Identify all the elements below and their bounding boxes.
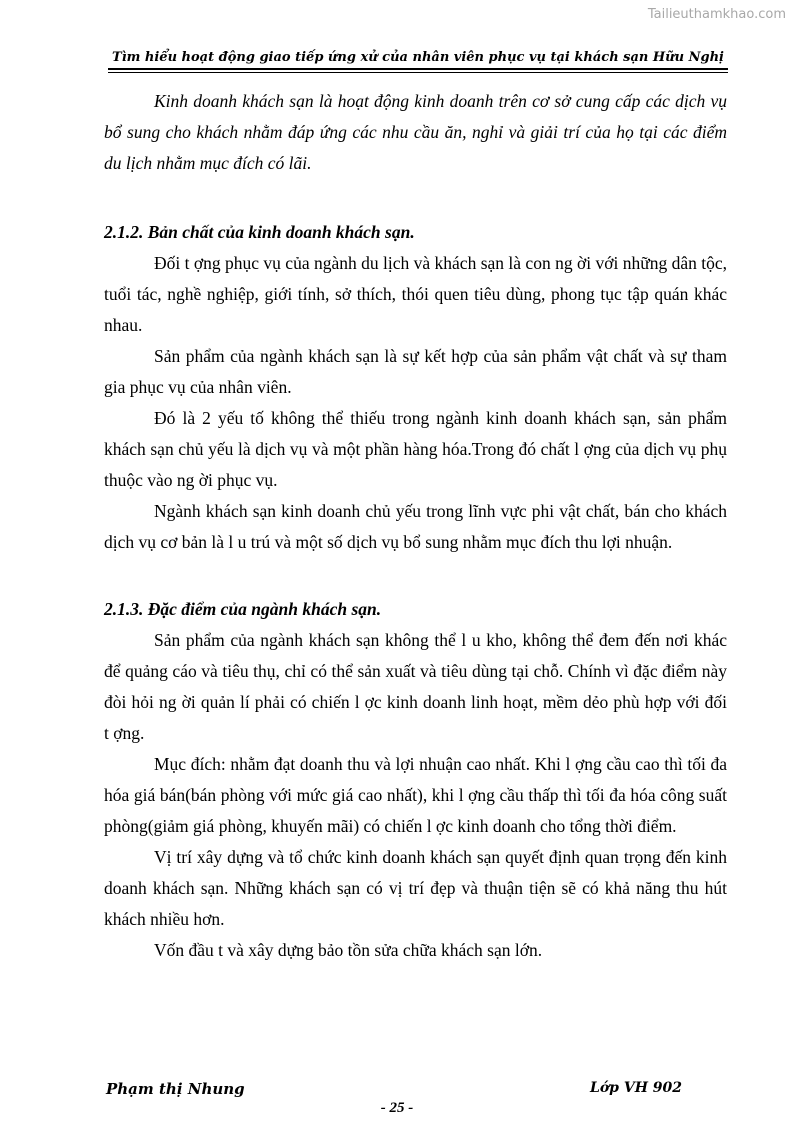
header-rule-thin [108, 72, 728, 73]
paragraph: Mục đích: nhằm đạt doanh thu và lợi nhuận cao nhất. Khi l ợng cầu cao thì tối đa hóa giá bán(bán phòng với mức giá cao nhất), khi l ợng cầu thấp thì tối đa hóa công suất phòng(giảm giá phòng, khuyến mãi) có chiến l ợc kinh doanh cho tổng thời điểm. [104, 754, 727, 836]
running-header-title: Tìm hiểu hoạt động giao tiếp ứng xử của nhân viên phục vụ tại khách sạn Hữu Nghị [112, 50, 724, 65]
document-body [104, 86, 727, 966]
intro-paragraph: Kinh doanh khách sạn là hoạt động kinh doanh trên cơ sở cung cấp các dịch vụ bổ sung cho khách nhằm đáp ứng các nhu cầu ăn, nghỉ và giải trí của họ tại các điểm du lịch nhằm mục đích có lãi. [104, 91, 727, 173]
watermark-text: Tailieuthamkhao.com [647, 7, 786, 22]
header-rule-thick [108, 68, 728, 70]
paragraph: Sản phẩm của ngành khách sạn là sự kết hợp của sản phẩm vật chất và sự tham gia phục vụ của nhân viên. [104, 346, 727, 397]
paragraph: Sản phẩm của ngành khách sạn không thể l u kho, không thể đem đến nơi khác để quảng cáo và tiêu thụ, chỉ có thể sản xuất và tiêu dùng tại chỗ. Chính vì đặc điểm này đòi hỏi ng ời quản lí phải có chiến l ợc kinh doanh linh hoạt, mềm dẻo phù hợp với đối t ợng. [104, 630, 727, 743]
paragraph: Vốn đầu t và xây dựng bảo tồn sửa chữa khách sạn lớn. [154, 940, 543, 960]
paragraph: Vị trí xây dựng và tổ chức kinh doanh khách sạn quyết định quan trọng đến kinh doanh khách sạn. Những khách sạn có vị trí đẹp và thuận tiện sẽ có khả năng thu hút khách nhiều hơn. [104, 847, 727, 929]
section-heading-2-1-3: 2.1.3. Đặc điểm của ngành khách sạn. [104, 599, 382, 619]
paragraph: Ngành khách sạn kinh doanh chủ yếu trong lĩnh vực phi vật chất, bán cho khách dịch vụ cơ bản là l u trú và một số dịch vụ bổ sung nhằm mục đích thu lợi nhuận. [104, 501, 727, 552]
footer-class: Lớp VH 902 [590, 1080, 683, 1096]
paragraph: Đối t ợng phục vụ của ngành du lịch và khách sạn là con ng ời với những dân tộc, tuổi tác, nghề nghiệp, giới tính, sở thích, thói quen tiêu dùng, phong tục tập quán khác nhau. [104, 253, 727, 335]
footer-author: Phạm thị Nhung [106, 1080, 245, 1098]
paragraph: Đó là 2 yếu tố không thể thiếu trong ngành kinh doanh khách sạn, sản phẩm khách sạn chủ yếu là dịch vụ và một phần hàng hóa.Trong đó chất l ợng của dịch vụ phụ thuộc vào ng ời phục vụ. [104, 408, 727, 490]
page-number: - 25 - [380, 1100, 414, 1116]
section-heading-2-1-2: 2.1.2. Bản chất của kinh doanh khách sạn. [104, 222, 415, 242]
